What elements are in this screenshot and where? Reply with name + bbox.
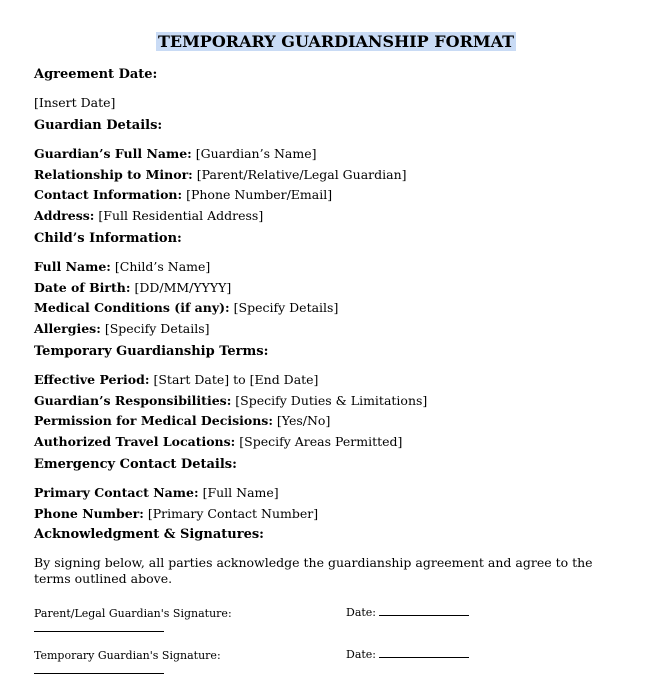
child-name-row [34,258,210,275]
child-medical-row [34,299,338,316]
field-value: [Start Date] to [End Date] [153,372,319,387]
field-value: [Full Name] [202,485,279,500]
emergency-name-row [34,484,279,501]
parent-signature-label: Parent/Legal Guardian's Signature: [34,607,232,620]
guardian-name-row [34,145,317,162]
field-value: [Yes/No] [276,413,331,428]
field-label: Permission for Medical Decisions: [34,413,273,428]
field-label: Address: [34,208,95,223]
guardian-details-heading: Guardian Details: [34,118,163,133]
field-value: [Specify Details] [104,321,210,336]
field-value: [Full Residential Address] [98,208,264,223]
agreement-date-heading: Agreement Date: [34,67,158,82]
field-value: [Phone Number/Email] [186,187,333,202]
date-line [379,605,469,616]
field-value: [Specify Areas Permitted] [239,434,403,449]
emergency-phone-row [34,505,318,522]
document-title [0,31,672,53]
terms-medical-decisions-row [34,412,330,429]
field-label: Phone Number: [34,506,144,521]
field-label: Primary Contact Name: [34,485,199,500]
emergency-heading: Emergency Contact Details: [34,457,237,472]
field-label: Effective Period: [34,372,150,387]
terms-period-row [34,371,318,388]
field-label: Date of Birth: [34,280,131,295]
child-allergies-row [34,320,210,337]
acknowledgment-text: By signing below, all parties acknowledge the guardianship agreement and agree to the terms outlined above. [34,555,593,586]
field-label: Authorized Travel Locations: [34,434,236,449]
parent-date-field [346,605,469,619]
field-label: Relationship to Minor: [34,167,193,182]
field-value: [Guardian’s Name] [195,146,317,161]
temporary-date-field [346,647,469,661]
field-label: Contact Information: [34,187,183,202]
child-info-heading: Child’s Information: [34,231,182,246]
title-text: TEMPORARY GUARDIANSHIP FORMAT [157,32,515,51]
field-label: Guardian’s Full Name: [34,146,192,161]
field-value: [Primary Contact Number] [147,506,319,521]
temporary-signature-line [34,673,164,674]
field-label: Allergies: [34,321,101,336]
agreement-date-value: [Insert Date] [34,95,116,110]
terms-heading: Temporary Guardianship Terms: [34,344,269,359]
terms-travel-row [34,433,402,450]
field-value: [Child’s Name] [114,259,211,274]
field-value: [Specify Details] [233,300,339,315]
date-label: Date: [346,648,377,661]
field-value: [DD/MM/YYYY] [134,280,232,295]
parent-signature-line [34,631,164,632]
field-label: Medical Conditions (if any): [34,300,230,315]
field-value: [Parent/Relative/Legal Guardian] [196,167,407,182]
guardian-address-row [34,207,263,224]
field-label: Guardian’s Responsibilities: [34,393,232,408]
guardian-contact-row [34,186,332,203]
date-line [379,647,469,658]
guardian-relationship-row [34,166,407,183]
field-label: Full Name: [34,259,111,274]
field-value: [Specify Duties & Limitations] [235,393,428,408]
terms-responsibilities-row [34,392,427,409]
acknowledgment-heading: Acknowledgment & Signatures: [34,527,264,542]
child-dob-row [34,279,231,296]
date-label: Date: [346,606,377,619]
temporary-signature-label: Temporary Guardian's Signature: [34,649,221,662]
